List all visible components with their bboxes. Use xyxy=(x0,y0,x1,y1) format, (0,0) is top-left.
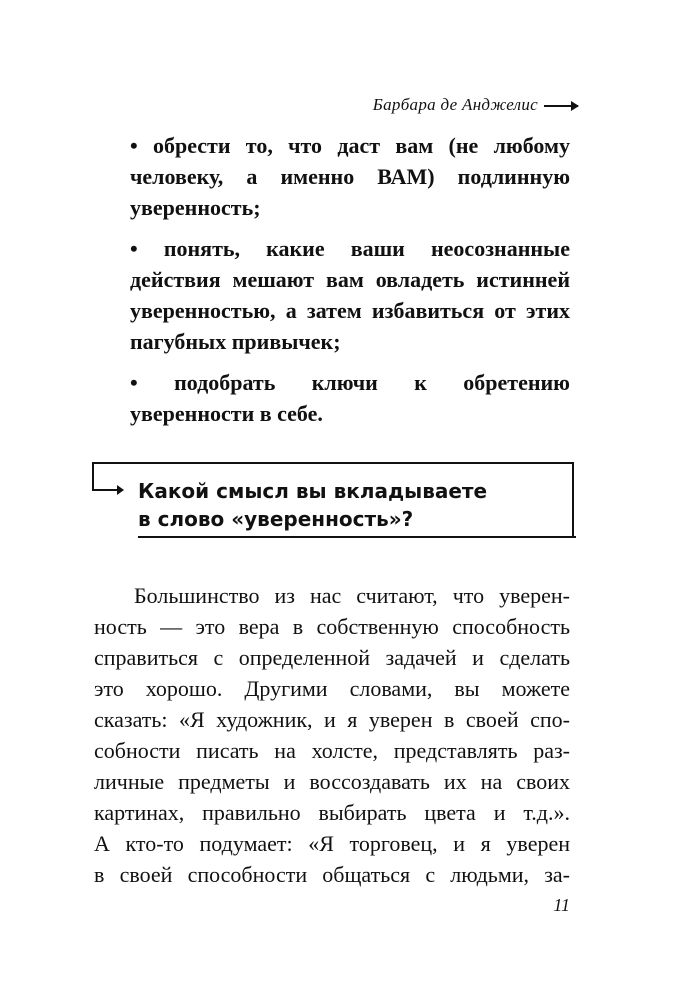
body-line: А кто-то подумает: «Я торговец, и я уверен xyxy=(94,831,570,856)
body-line: в своей способности общаться с людьми, за- xyxy=(94,862,570,887)
section-heading-line: Какой смысл вы вкладываете xyxy=(138,479,488,503)
body-line: сказать: «Я художник, и я уверен в своей спо- xyxy=(94,707,570,732)
running-head xyxy=(373,95,578,115)
frame-right-line xyxy=(572,462,574,538)
bullet-list xyxy=(130,130,570,439)
bullet-item: • понять, какие ваши неосознанные действия мешают вам овладеть истинней уверенностью, а затем избавиться от этих пагубных привычек; xyxy=(130,236,570,354)
bullet-item: • подобрать ключи к обретению уверенности в себе. xyxy=(130,370,570,426)
body-line: Большинство из нас считают, что уверен- xyxy=(134,583,570,608)
arrow-right-icon xyxy=(92,489,122,491)
section-heading-line: в слово «уверенность»? xyxy=(138,507,414,531)
body-line: ность — это вера в собственную способность xyxy=(94,614,570,639)
body-line: справиться с определенной задачей и сделать xyxy=(94,645,570,670)
page-number: 11 xyxy=(553,895,570,915)
bullet-item: • обрести то, что даст вам (не любому человеку, а именно ВАМ) подлинную уверенность; xyxy=(130,133,570,220)
frame-bottom-line xyxy=(138,536,576,538)
body-paragraph xyxy=(94,580,570,890)
frame-top-line xyxy=(92,462,574,464)
body-line: личные предметы и воссоздавать их на своих xyxy=(94,769,570,794)
body-line: собности писать на холсте, представлять раз- xyxy=(94,738,570,763)
section-heading xyxy=(138,477,558,533)
running-head-author: Барбара де Анджелис xyxy=(372,95,538,114)
section-heading-frame xyxy=(92,462,576,538)
arrow-right-icon xyxy=(544,105,578,107)
frame-left-line xyxy=(92,462,94,490)
body-line: это хорошо. Другими словами, вы можете xyxy=(94,676,570,701)
body-line: картинах, правильно выбирать цвета и т.д.». xyxy=(94,800,570,825)
